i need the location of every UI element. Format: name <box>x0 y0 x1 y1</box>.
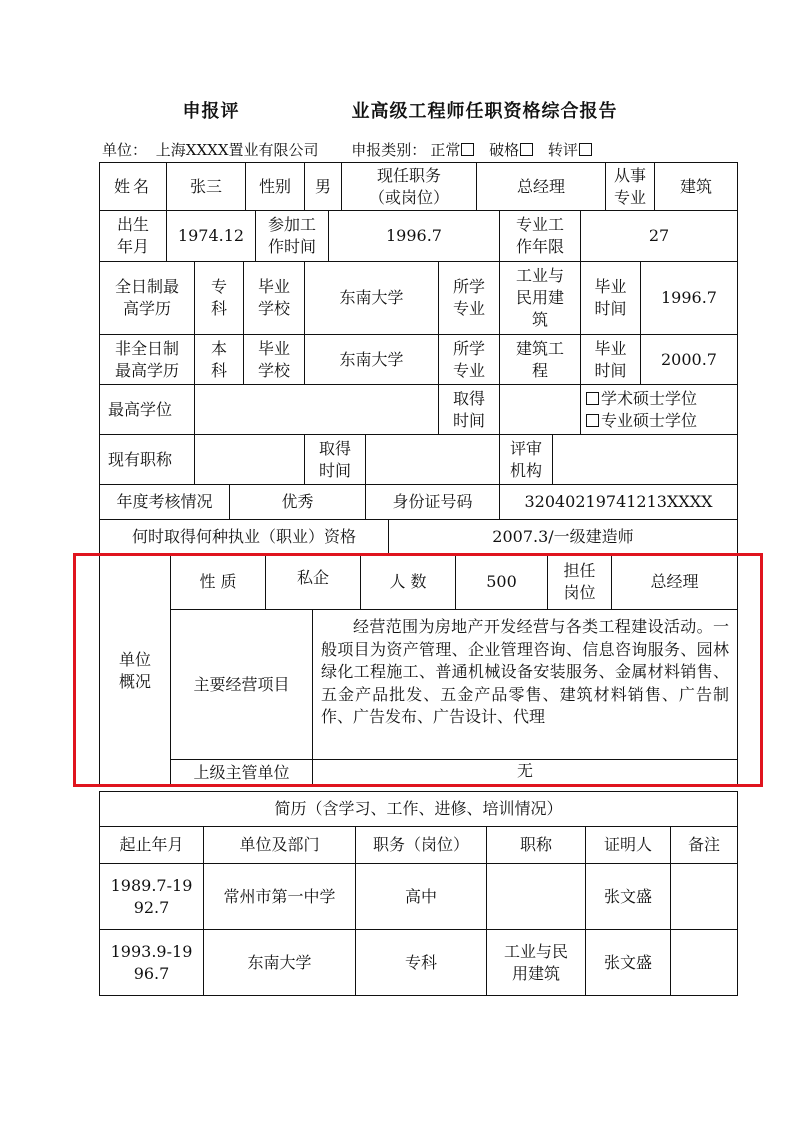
birth-value: 1974.12 <box>166 210 256 262</box>
pt-major-value: 建筑工 程 <box>499 334 581 385</box>
unit-label: 单位： <box>102 141 148 159</box>
title-obtain-value[interactable] <box>365 434 500 485</box>
option-exception: 破格 <box>489 141 520 159</box>
superior-value: 无 <box>312 759 738 787</box>
resume-row-1-unit: 常州市第一中学 <box>203 863 356 930</box>
pt-grad-value: 2000.7 <box>640 334 738 385</box>
resume-header-unit: 单位及部门 <box>203 826 356 864</box>
cert-label: 何时取得何种执业（职业）资格 <box>99 519 389 555</box>
work-start-label: 参加工 作时间 <box>255 210 329 262</box>
name-value: 张三 <box>166 162 246 211</box>
ft-edu-label: 全日制最 高学历 <box>99 261 195 335</box>
resume-row-1-position: 高中 <box>355 863 487 930</box>
unit-value: 上海XXXX置业有限公司 <box>155 141 319 159</box>
ft-grad-label: 毕业 时间 <box>580 261 641 335</box>
resume-row-1-period: 1989.7-19 92.7 <box>99 863 204 930</box>
gender-value: 男 <box>304 162 342 211</box>
pro-years-value: 27 <box>580 210 738 262</box>
business-value: 经营范围为房地产开发经营与各类工程建设活动。一般项目为资产管理、企业管理咨询、信息咨询服务、园林绿化工程施工、普通机械设备安装服务、金属材料销售、五金产品批发、五金产品零售、建筑材料销售、广告制作、广告发布、广告设计、代理 <box>312 609 738 760</box>
degree-value[interactable] <box>194 384 439 435</box>
resume-row-2-unit: 东南大学 <box>203 929 356 996</box>
resume-row-2-position: 专科 <box>355 929 487 996</box>
ft-major-label: 所学 专业 <box>438 261 500 335</box>
academic-master-option[interactable]: 学术硕士学位 <box>582 388 736 410</box>
birth-label: 出生 年月 <box>99 210 167 262</box>
cert-value: 2007.3/一级建造师 <box>388 519 738 555</box>
resume-row-2-witness: 张文盛 <box>585 929 671 996</box>
position-value: 总经理 <box>476 162 606 211</box>
degree-obtain-label: 取得 时间 <box>438 384 500 435</box>
category-label: 申报类别： <box>351 141 427 159</box>
option-transfer: 转评 <box>547 141 578 159</box>
resume-header-title: 职称 <box>486 826 586 864</box>
resume-row-1-note <box>670 863 738 930</box>
pt-major-label: 所学 专业 <box>438 334 500 385</box>
pt-school-label: 毕业 学校 <box>243 334 305 385</box>
ft-school-label: 毕业 学校 <box>243 261 305 335</box>
duty-label: 担任 岗位 <box>547 554 612 610</box>
checkbox-normal[interactable] <box>461 143 474 156</box>
title-label: 现有职称 <box>99 434 195 485</box>
ft-grad-value: 1996.7 <box>640 261 738 335</box>
resume-row-2-title: 工业与民 用建筑 <box>486 929 586 996</box>
professional-master-checkbox[interactable] <box>586 414 599 427</box>
resume-header-position: 职务（岗位） <box>355 826 487 864</box>
resume-header-note: 备注 <box>670 826 738 864</box>
academic-master-checkbox[interactable] <box>586 392 599 405</box>
resume-row-1-witness: 张文盛 <box>585 863 671 930</box>
position-label: 现任职务 （或岗位） <box>341 162 477 211</box>
id-value: 32040219741213XXXX <box>499 484 738 520</box>
checkbox-exception[interactable] <box>520 143 533 156</box>
resume-heading: 简历（含学习、工作、进修、培训情况） <box>99 791 738 827</box>
checkbox-transfer[interactable] <box>579 143 592 156</box>
resume-row-1-title <box>486 863 586 930</box>
review-org-label: 评审 机构 <box>499 434 553 485</box>
title-left: 申报评 <box>182 101 240 122</box>
nature-value: 私企 <box>265 554 361 610</box>
business-label: 主要经营项目 <box>170 609 313 760</box>
degree-type-options <box>580 384 738 435</box>
name-label: 姓名 <box>99 162 167 211</box>
resume-header-period: 起止年月 <box>99 826 204 864</box>
id-label: 身份证号码 <box>365 484 500 520</box>
resume-row-2-period: 1993.9-19 96.7 <box>99 929 204 996</box>
pt-edu-level: 本 科 <box>194 334 244 385</box>
degree-obtain-value[interactable] <box>499 384 581 435</box>
duty-value: 总经理 <box>611 554 738 610</box>
pt-grad-label: 毕业 时间 <box>580 334 641 385</box>
title-value[interactable] <box>194 434 305 485</box>
professional-master-option[interactable]: 专业硕士学位 <box>582 410 736 432</box>
resume-row-2-note <box>670 929 738 996</box>
assess-value: 优秀 <box>229 484 366 520</box>
title-obtain-label: 取得 时间 <box>304 434 366 485</box>
ft-school-value: 东南大学 <box>304 261 439 335</box>
major-value: 建筑 <box>654 162 738 211</box>
work-start-value: 1996.7 <box>328 210 500 262</box>
report-title <box>0 97 800 123</box>
superior-label: 上级主管单位 <box>170 759 313 787</box>
pt-school-value: 东南大学 <box>304 334 439 385</box>
pro-years-label: 专业工 作年限 <box>499 210 581 262</box>
assess-label: 年度考核情况 <box>99 484 230 520</box>
review-org-value[interactable] <box>552 434 738 485</box>
title-right: 业高级工程师任职资格综合报告 <box>351 101 618 122</box>
ft-edu-level: 专 科 <box>194 261 244 335</box>
redacted-area <box>240 102 352 122</box>
major-label: 从事 专业 <box>605 162 655 211</box>
degree-label: 最高学位 <box>99 384 195 435</box>
meta-line <box>102 139 742 160</box>
people-value: 500 <box>455 554 548 610</box>
option-normal: 正常 <box>430 141 461 159</box>
pt-edu-label: 非全日制 最高学历 <box>99 334 195 385</box>
company-label: 单位 概况 <box>99 554 171 787</box>
nature-label: 性 质 <box>170 554 266 610</box>
resume-header-witness: 证明人 <box>585 826 671 864</box>
people-label: 人 数 <box>360 554 456 610</box>
gender-label: 性别 <box>245 162 305 211</box>
ft-major-value: 工业与 民用建 筑 <box>499 261 581 335</box>
